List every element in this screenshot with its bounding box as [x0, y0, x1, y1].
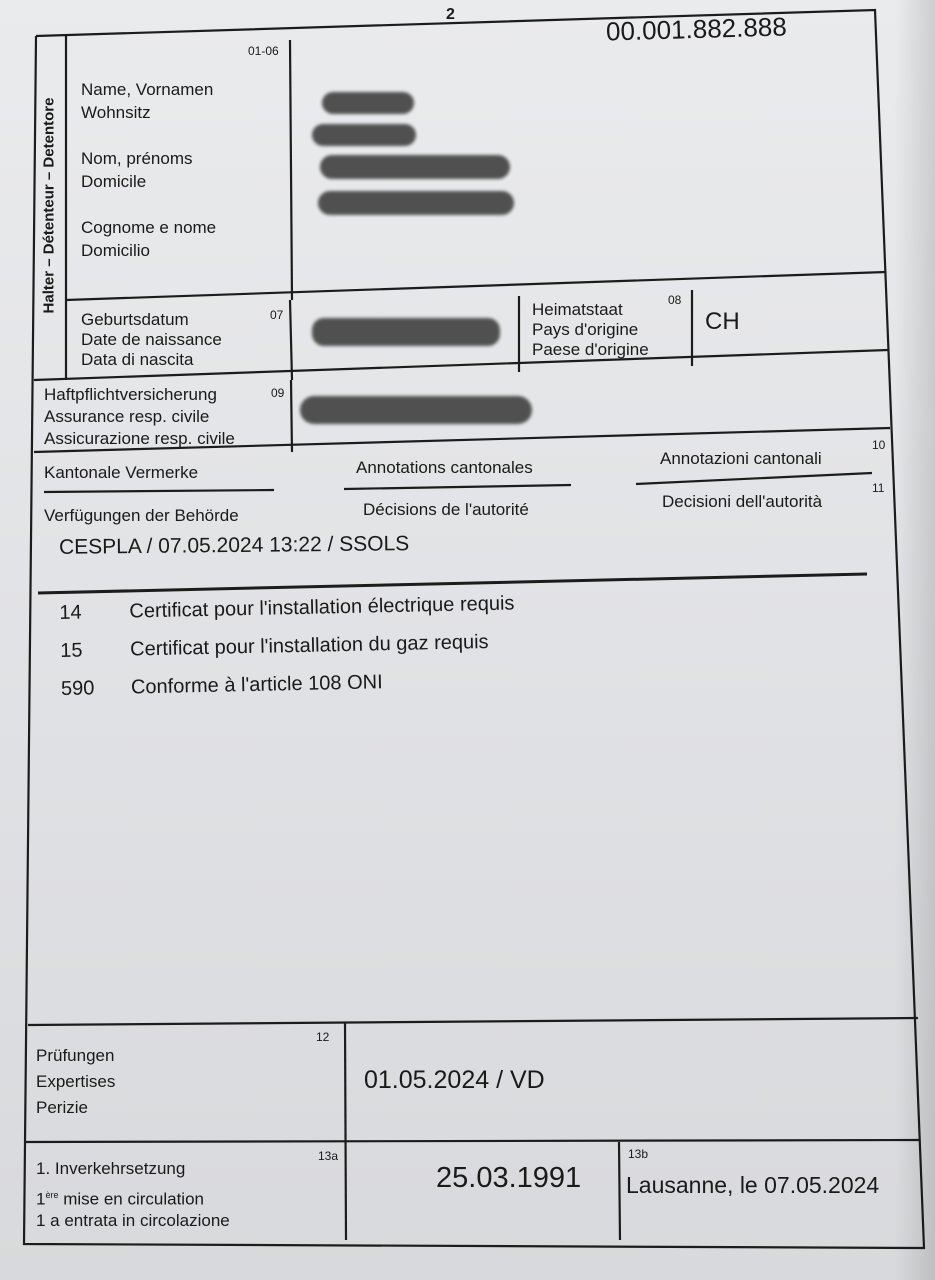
redacted-residence-fr: [318, 191, 514, 215]
inspection-label-it: Perizie: [36, 1098, 88, 1117]
insurance-label-fr: Assurance resp. civile: [44, 407, 210, 426]
insurance-code: 09: [271, 386, 285, 400]
origin-label-de: Heimatstaat: [532, 300, 623, 319]
annotations-code-10: 10: [872, 438, 886, 452]
document-number: 00.001.882.888: [605, 11, 788, 47]
birth-label-fr: Date de naissance: [81, 330, 222, 349]
holder-label-name-fr: Nom, prénoms: [81, 149, 193, 168]
insurance-label-de: Haftpflichtversicherung: [44, 385, 217, 404]
first-registration-code: 13a: [318, 1149, 339, 1163]
first-registration-value: 25.03.1991: [436, 1162, 582, 1194]
holder-code: 01-06: [248, 44, 279, 58]
decisions-label-de: Verfügungen der Behörde: [44, 506, 239, 525]
notes-list: [59, 584, 516, 708]
holder-label-residence-it: Domicilio: [81, 241, 150, 260]
redacted-birth-date: [312, 318, 500, 346]
birth-label-it: Data di nascita: [81, 350, 194, 369]
issued-code: 13b: [628, 1147, 649, 1161]
redacted-residence: [312, 124, 416, 146]
holder-label-residence-de: Wohnsitz: [81, 103, 151, 122]
annotations-label-de: Kantonale Vermerke: [44, 463, 199, 482]
first-registration-label-it: 1 a entrata in circolazione: [36, 1211, 230, 1230]
decisions-label-it: Decisioni dell'autorità: [662, 492, 823, 511]
decisions-label-fr: Décisions de l'autorité: [363, 500, 529, 519]
holder-label-residence-fr: Domicile: [81, 172, 147, 191]
page-shadow: [895, 0, 935, 1280]
holder-label-name-it: Cognome e nome: [81, 218, 217, 237]
redacted-name-fr: [320, 155, 510, 179]
authority-stamp: CESPLA / 07.05.2024 13:22 / SSOLS: [58, 532, 410, 559]
origin-label-fr: Pays d'origine: [532, 320, 639, 339]
holder-side-label: Halter – Détenteur – Detentore: [40, 97, 58, 313]
insurance-label-it: Assicurazione resp. civile: [44, 429, 235, 448]
list-item: 590 Conforme à l'article 108 ONI: [60, 671, 383, 700]
list-item: 14 Certificat pour l'installation électrique requis: [59, 592, 515, 624]
holder-label-name-de: Name, Vornamen: [81, 80, 214, 99]
origin-label-it: Paese d'origine: [532, 340, 649, 359]
birth-label-de: Geburtsdatum: [81, 310, 189, 329]
first-registration-label-de: 1. Inverkehrsetzung: [36, 1159, 186, 1178]
issued-place-date: Lausanne, le 07.05.2024: [626, 1172, 880, 1198]
redacted-insurance: [300, 396, 532, 424]
inspection-label-fr: Expertises: [36, 1072, 116, 1091]
annotations-label-fr: Annotations cantonales: [356, 458, 533, 477]
annotations-code-11: 11: [872, 481, 885, 495]
origin-code: 08: [668, 293, 682, 307]
page-number: 2: [446, 6, 455, 23]
inspection-code: 12: [316, 1030, 330, 1044]
redacted-name: [322, 92, 414, 114]
list-item: 15 Certificat pour l'installation du gaz requis: [59, 631, 489, 662]
first-registration-label-fr: 1ère mise en circulation: [36, 1189, 204, 1209]
annotations-label-it: Annotazioni cantonali: [660, 449, 822, 468]
inspection-value: 01.05.2024 / VD: [364, 1066, 545, 1094]
birth-code: 07: [270, 308, 284, 322]
inspection-label-de: Prüfungen: [36, 1046, 115, 1065]
origin-value: CH: [705, 308, 740, 335]
